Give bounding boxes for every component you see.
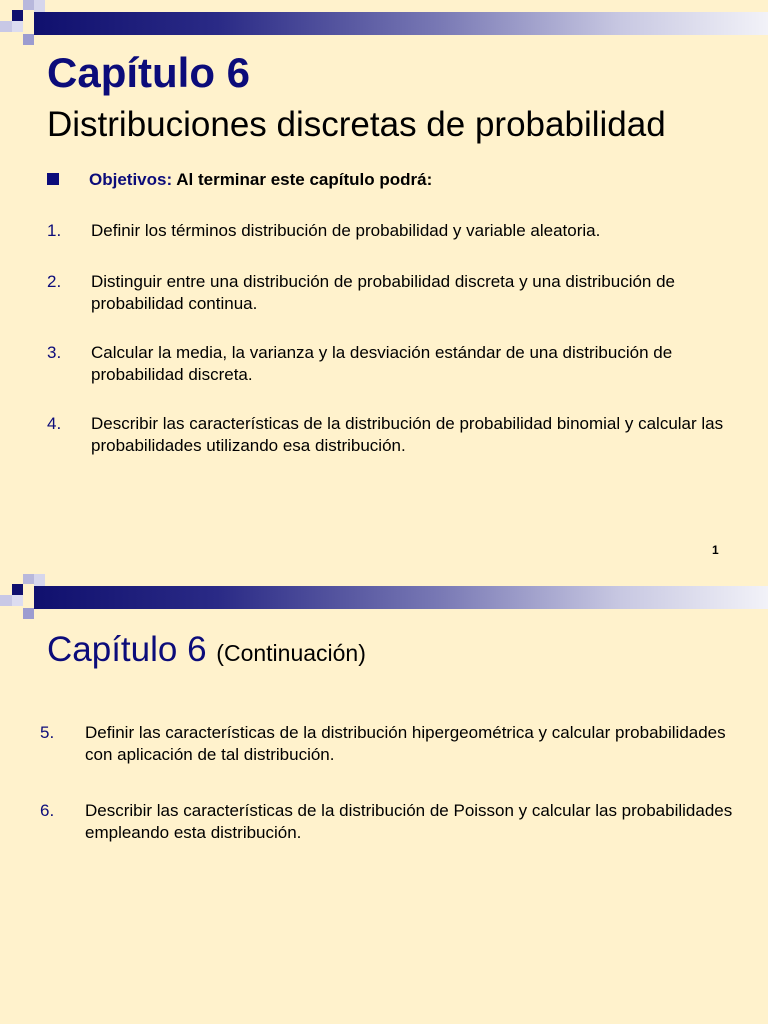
list-item-number: 4.: [47, 414, 62, 433]
list-item-text: Describir las características de la distribución de Poisson y calcular las probabilidades empleando esta distribución.: [85, 801, 733, 842]
header-decoration: [0, 0, 768, 50]
bullet-square-icon: [47, 173, 59, 185]
objectives-text: Al terminar este capítulo podrá:: [172, 170, 433, 189]
deco-square: [34, 574, 45, 586]
slide-title-main: Capítulo 6: [47, 630, 207, 669]
list-item-text: Definir las características de la distribución hipergeométrica y calcular probabilidades con aplicación de tal distribución.: [85, 723, 726, 764]
deco-square: [12, 21, 23, 32]
slide-subtitle: Distribuciones discretas de probabilidad: [47, 105, 666, 144]
deco-square: [0, 595, 12, 606]
list-item-text: Describir las características de la distribución de probabilidad binomial y calcular las probabilidades utilizando esa distribución.: [91, 414, 724, 455]
header-gradient-bar: [34, 12, 768, 35]
page-number: 1: [712, 543, 719, 557]
list-item-text: Calcular la media, la varianza y la desviación estándar de una distribución de probabilidad discreta.: [91, 343, 673, 384]
objectives-colon: :: [166, 170, 173, 189]
deco-square: [0, 21, 12, 32]
deco-square: [12, 10, 23, 21]
slide-title-suffix: (Continuación): [216, 640, 366, 666]
deco-square: [12, 584, 23, 595]
deco-square: [23, 0, 34, 10]
deco-square: [34, 0, 45, 12]
header-decoration: [0, 574, 768, 624]
slide-title: Capítulo 6: [47, 49, 251, 96]
list-item-number: 2.: [47, 272, 62, 291]
objectives-label: Objetivos: [89, 170, 167, 189]
deco-square: [23, 574, 34, 584]
list-item-number: 3.: [47, 343, 62, 362]
list-item-text: Distinguir entre una distribución de probabilidad discreta y una distribución de probabilidad continua.: [91, 272, 676, 313]
list-item-number: 6.: [40, 801, 55, 820]
objectives-line: [47, 170, 432, 190]
header-gradient-bar: [34, 586, 768, 609]
list-item-number: 1.: [47, 221, 62, 240]
deco-square: [23, 34, 34, 45]
slide-title: [47, 630, 366, 670]
deco-square: [23, 608, 34, 619]
list-item-text: Definir los términos distribución de probabilidad y variable aleatoria.: [91, 221, 601, 240]
slide-2: [0, 574, 768, 1024]
deco-square: [12, 595, 23, 606]
list-item-number: 5.: [40, 723, 55, 742]
